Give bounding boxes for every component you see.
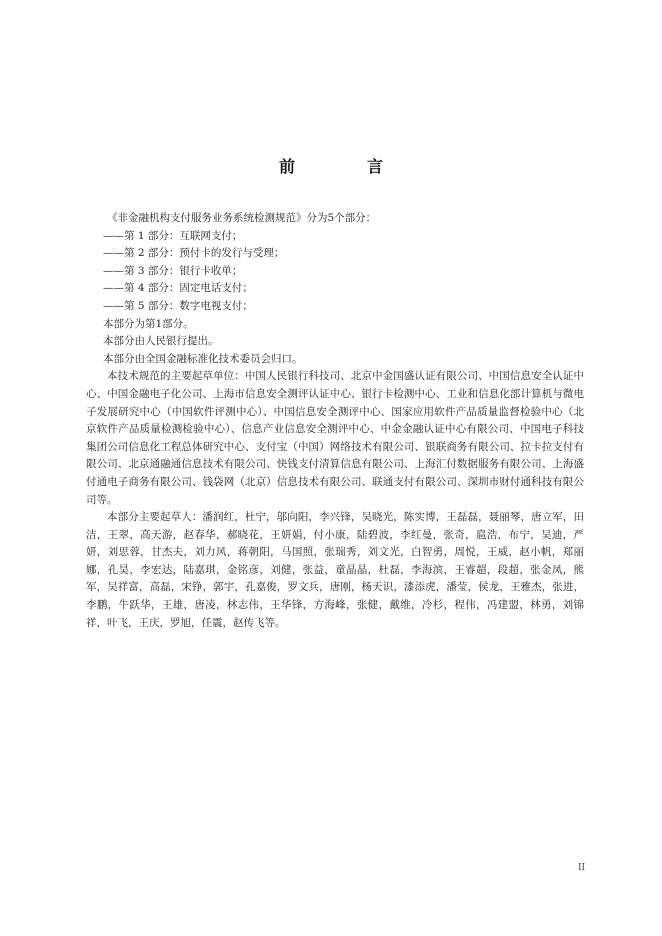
part-item-5: ——第 5 部分：数字电视支付；: [103, 299, 253, 312]
part-item-1: ——第 1 部分：互联网支付；: [103, 229, 243, 242]
page-title: 前 言: [278, 157, 411, 176]
foreword-body: [86, 210, 584, 632]
part-item-4: ——第 4 部分：固定电话支付；: [103, 282, 253, 295]
drafting-units-paragraph: 本技术规范的主要起草单位：中国人民银行科技司、北京中金国盛认证有限公司、中国信息安全认证中心、中国金融电子化公司、上海市信息安全测评认证中心、银行卡检测中心、工业和信息化部计算机与微电子发展研究中心（中国软件评测中心）、中国信息安全测评中心、国家应用软件产品质量监督检验中心（北京软件产品质量检测检验中心）、信息产业信息安全测评中心、中金金融认证中心有限公司、中国电子科技集团公司信息化工程总体研究中心、支付宝（中国）网络技术有限公司、银联商务有限公司、拉卡拉支付有限公司、北京通融通信息技术有限公司、快钱支付清算信息有限公司、上海汇付数据服务有限公司、上海盛付通电子商务有限公司、钱袋网（北京）信息技术有限公司、联通支付有限公司、深圳市财付通科技有限公司等。: [86, 370, 584, 506]
statement-proposed-by: 本部分由人民银行提出。: [103, 335, 219, 348]
part-item-2: ——第 2 部分：预付卡的发行与受理；: [103, 247, 285, 260]
drafters-paragraph: 本部分主要起草人：潘润红，杜宁，邬向阳，李兴锋，吴晓光，陈实博，王磊磊，聂丽琴，唐立军，田洁，王翠，高天游，赵春华，郝晓花，王妍娟，付小康，陆碧波，李红曼，张奇，扈浩，布宁，吴迪，严妍，刘思蓉，甘杰夫，刘力风，蒋朝阳，马国照，张瑞秀，刘文光，白智勇，周悦，王威，赵小帆，郑丽娜，孔昊，李宏达，陆嘉琪，金铭彦，刘健，张益，童晶晶，杜磊，李海滨，王睿超，段超，张金凤，熊军，吴祥富，高磊，宋铮，郭宇，孔嘉俊，罗文兵，唐刚，杨天识，漆添虎，潘莹，侯龙，王雅杰，张进，李鹏，牛跃华，王雄，唐凌，林志伟，王华锋，方海峰，张健，戴维，冷杉，程伟，冯建盟，林勇，刘锦祥，叶飞，王庆，罗旭，任震，赵传飞等。: [86, 511, 584, 629]
intro-paragraph: 《非金融机构支付服务业务系统检测规范》分为5个部分：: [107, 212, 377, 224]
statement-part-number: 本部分为第1部分。: [103, 317, 194, 330]
part-item-3: ——第 3 部分：银行卡收单；: [103, 264, 243, 277]
page-number: II: [578, 863, 586, 873]
statement-centralized-by: 本部分由全国金融标准化技术委员会归口。: [103, 352, 303, 365]
